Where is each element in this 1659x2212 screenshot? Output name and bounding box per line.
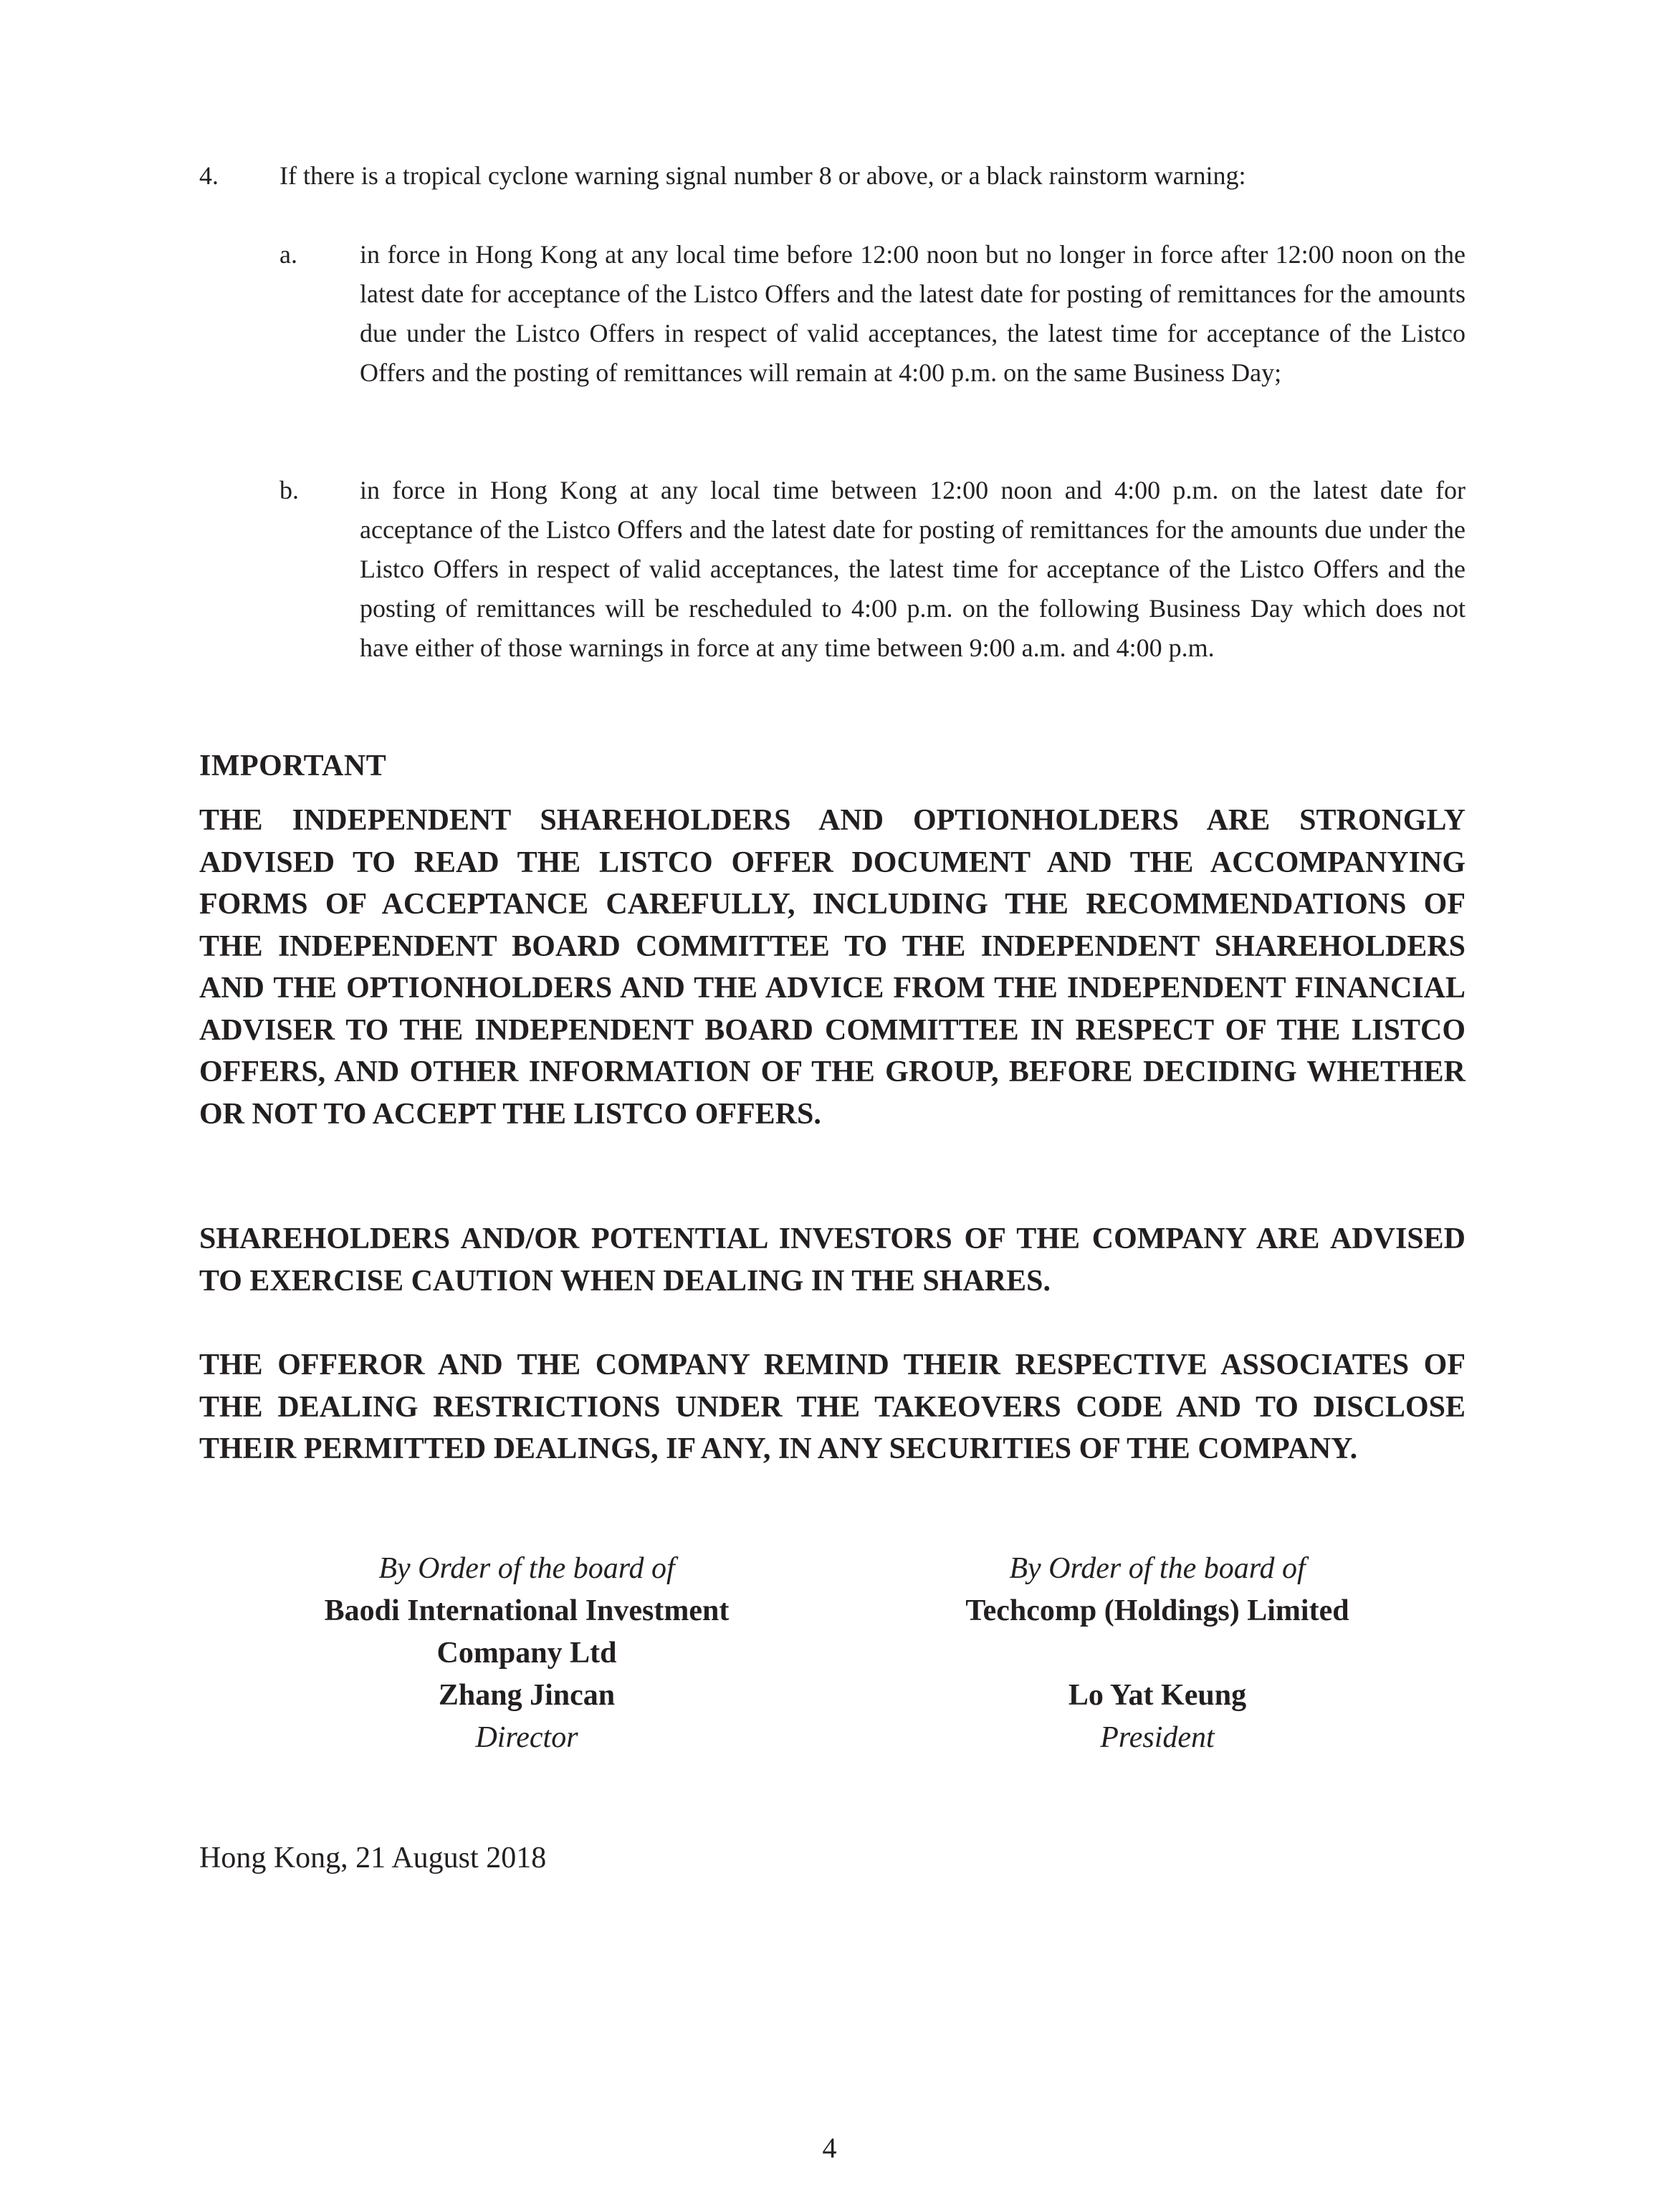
sub-item-label: b. [279,476,299,504]
important-paragraph-dealing-restrictions: THE OFFEROR AND THE COMPANY REMIND THEIR RESPECTIVE ASSOCIATES OF THE DEALING RESTRICTIONS UNDER THE TAKEOVERS CODE AND TO DISCLOSE THEIR PERMITTED DEALINGS, IF ANY, IN ANY SECURITIES OF THE COMPANY. [199,1349,1466,1465]
place-and-date: Hong Kong, 21 August 2018 [199,1842,547,1875]
sub-item-label: a. [279,240,297,269]
sub-item-a [279,235,1466,393]
list-item-text: If there is a tropical cyclone warning signal number 8 or above, or a black rainstorm warning: [279,161,1246,190]
signature-order-line: By Order of the board of [378,1552,675,1585]
sub-item-text: in force in Hong Kong at any local time between 12:00 noon and 4:00 p.m. on the latest date for acceptance of the Listco Offers and the latest date for posting of remittances for the amounts due under the Listco Offers in respect of valid acceptances, the latest time for acceptance of the Listco Offers and the posting of remittances will be rescheduled to 4:00 p.m. on the following Business Day which does not have either of those warnings in force at any time between 9:00 a.m. and 4:00 p.m. [360,476,1466,662]
list-item-number: 4. [199,161,219,190]
page-number: 4 [822,2132,837,2164]
sub-item-text: in force in Hong Kong at any local time before 12:00 noon but no longer in force after 12:00 noon on the latest date for acceptance of the Listco Offers and the latest date for posting of remittances for the amounts due under the Listco Offers in respect of valid acceptances, the latest time for acceptance of the Listco Offers and the posting of remittances will remain at 4:00 p.m. on the same Business Day; [360,240,1466,387]
important-paragraph-caution: SHAREHOLDERS AND/OR POTENTIAL INVESTORS OF THE COMPANY ARE ADVISED TO EXERCISE CAUTION WHEN DEALING IN THE SHARES. [199,1222,1466,1298]
important-heading: IMPORTANT [199,750,387,782]
signature-spacer [871,1632,1444,1675]
signature-block-baodi [240,1548,813,1759]
signatory-name: Lo Yat Keung [1068,1679,1247,1712]
signature-block-techcomp [871,1548,1444,1759]
signatory-title: Director [475,1721,578,1754]
signature-order-line: By Order of the board of [1009,1552,1306,1585]
signature-company-name-cont: Company Ltd [436,1637,617,1670]
signatory-title: President [1100,1721,1215,1754]
signature-company-name: Baodi International Investment [324,1594,730,1627]
important-paragraph-advice: THE INDEPENDENT SHAREHOLDERS AND OPTIONHOLDERS ARE STRONGLY ADVISED TO READ THE LISTCO OFFER DOCUMENT AND THE ACCOMPANYING FORMS OF ACCEPTANCE CAREFULLY, INCLUDING THE RECOMMENDATIONS OF THE INDEPENDENT BOARD COMMITTEE TO THE INDEPENDENT SHAREHOLDERS AND THE OPTIONHOLDERS AND THE ADVICE FROM THE INDEPENDENT FINANCIAL ADVISER TO THE INDEPENDENT BOARD COMMITTEE IN RESPECT OF THE LISTCO OFFERS, AND OTHER INFORMATION OF THE GROUP, BEFORE DECIDING WHETHER OR NOT TO ACCEPT THE LISTCO OFFERS. [199,804,1466,1131]
sub-item-b [279,471,1466,668]
signature-company-name: Techcomp (Holdings) Limited [965,1594,1349,1627]
signatory-name: Zhang Jincan [438,1679,616,1712]
